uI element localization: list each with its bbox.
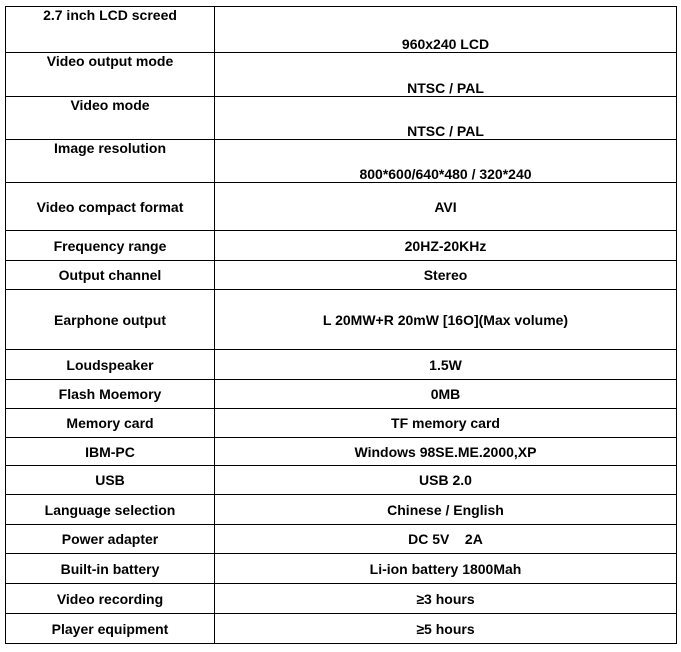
table-row [6,53,677,97]
spec-label: Image resolution [6,140,215,183]
spec-value: NTSC / PAL [215,97,677,140]
spec-label: Memory card [6,409,215,438]
table-row [6,261,677,290]
table-row [6,495,677,525]
spec-value: ≥5 hours [215,614,677,644]
spec-value: Li-ion battery 1800Mah [215,554,677,584]
spec-value: Windows 98SE.ME.2000,XP [215,438,677,466]
table-row [6,438,677,466]
spec-label: Video mode [6,97,215,140]
spec-label: Output channel [6,261,215,290]
table-row [6,231,677,261]
table-row [6,614,677,644]
spec-label: Video compact format [6,183,215,231]
table-row [6,350,677,380]
spec-label: Power adapter [6,525,215,554]
spec-value: NTSC / PAL [215,53,677,97]
spec-label: Built-in battery [6,554,215,584]
spec-label: 2.7 inch LCD screed [6,7,215,53]
spec-label: Video recording [6,584,215,614]
spec-label: Video output mode [6,53,215,97]
spec-value: AVI [215,183,677,231]
spec-label: Frequency range [6,231,215,261]
spec-value: 1.5W [215,350,677,380]
table-row [6,584,677,614]
spec-label: IBM-PC [6,438,215,466]
spec-label: Language selection [6,495,215,525]
spec-value: 20HZ-20KHz [215,231,677,261]
table-row [6,409,677,438]
table-row [6,97,677,140]
spec-value: 800*600/640*480 / 320*240 [215,140,677,183]
spec-value: TF memory card [215,409,677,438]
spec-label: Flash Moemory [6,380,215,409]
spec-value: DC 5V 2A [215,525,677,554]
spec-label: USB [6,466,215,495]
table-row [6,7,677,53]
spec-value: USB 2.0 [215,466,677,495]
table-row [6,525,677,554]
table-row [6,140,677,183]
table-row [6,183,677,231]
spec-table [5,6,677,644]
spec-value: 0MB [215,380,677,409]
spec-label: Player equipment [6,614,215,644]
spec-value: 960x240 LCD [215,7,677,53]
spec-value: ≥3 hours [215,584,677,614]
spec-value: Stereo [215,261,677,290]
spec-value: L 20MW+R 20mW [16O](Max volume) [215,290,677,350]
spec-label: Earphone output [6,290,215,350]
table-row [6,466,677,495]
spec-label: Loudspeaker [6,350,215,380]
spec-value: Chinese / English [215,495,677,525]
table-row [6,380,677,409]
table-row [6,554,677,584]
table-row [6,290,677,350]
